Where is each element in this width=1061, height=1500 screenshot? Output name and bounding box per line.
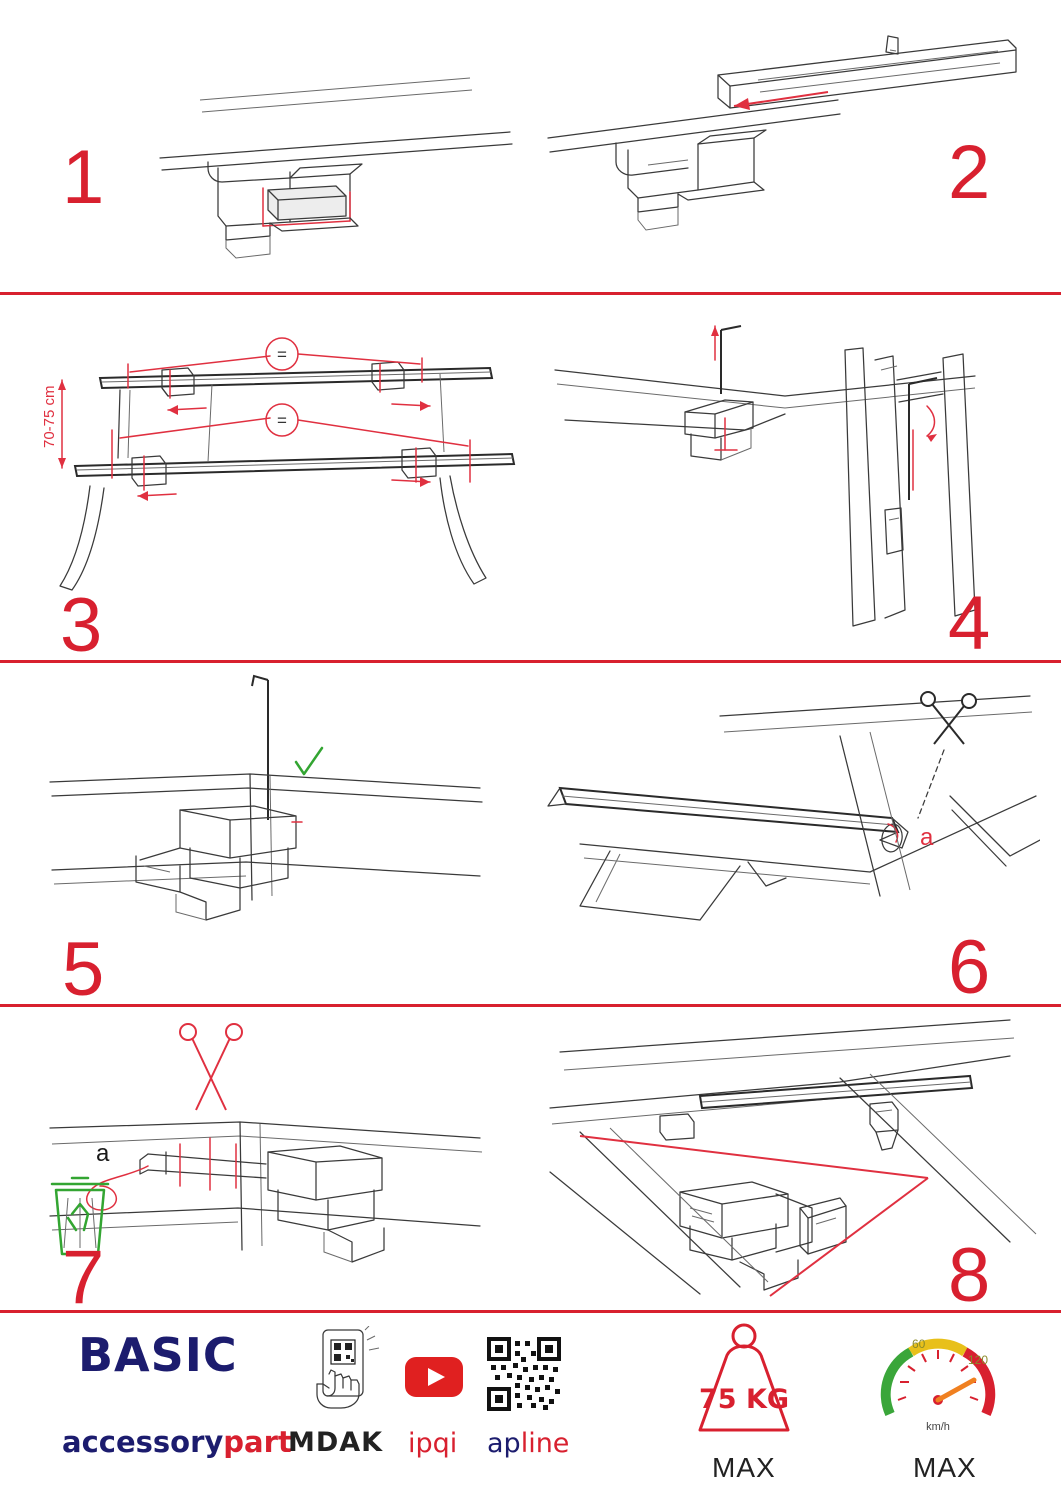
step-5-number: 5: [62, 927, 103, 1012]
brand-subtitle-second: part: [223, 1425, 292, 1459]
dimension-label: 70-75 cm: [41, 385, 58, 448]
weight-icon: [676, 1322, 812, 1442]
ipqi-label: ipqi: [408, 1428, 458, 1459]
divider-row-1: [0, 292, 1061, 295]
step-7-number: 7: [62, 1235, 103, 1320]
step-3-illustration: [20, 318, 540, 618]
step-4-number: 4: [948, 581, 989, 666]
mdak-label: MDAK: [288, 1427, 384, 1458]
divider-row-3: [0, 1004, 1061, 1007]
brand-subtitle-first: accessory: [62, 1425, 224, 1459]
weight-max-caption: MAX: [712, 1452, 776, 1483]
hand-phone-qr-icon: [305, 1326, 395, 1418]
svg-text:=: =: [277, 345, 287, 364]
svg-text:=: =: [277, 411, 287, 430]
step-5-illustration: [40, 670, 500, 950]
speed-max-caption: MAX: [913, 1452, 977, 1483]
scissors-icon: [921, 692, 976, 744]
youtube-icon[interactable]: [404, 1356, 466, 1400]
divider-row-4: [0, 1310, 1061, 1313]
step-3-number: 3: [60, 583, 101, 668]
gauge-tick-60: 60: [912, 1337, 926, 1351]
step-6-illustration: [540, 676, 1040, 946]
step-8-number: 8: [948, 1233, 989, 1318]
qr-code-icon: [487, 1337, 561, 1411]
weight-value: 75 KG: [698, 1384, 790, 1415]
step-2-number: 2: [948, 130, 989, 215]
step-7-illustration: [40, 1018, 510, 1288]
scissors-icon-red: [180, 1024, 242, 1110]
divider-row-2: [0, 660, 1061, 663]
apline-label: [487, 1428, 569, 1459]
speedometer-icon: [878, 1330, 998, 1442]
brand-subtitle: [62, 1425, 292, 1459]
gauge-tick-120: 120: [968, 1353, 989, 1367]
speed-unit: km/h: [926, 1421, 950, 1433]
apline-label-first: ap: [487, 1428, 521, 1459]
step-1-number: 1: [62, 135, 103, 220]
step-2-illustration: [538, 20, 1018, 270]
step-6-number: 6: [948, 925, 989, 1010]
brand-title: BASIC: [78, 1328, 238, 1382]
part-label-a-step7: a: [96, 1140, 110, 1167]
part-label-a-step6: a: [920, 824, 934, 851]
apline-label-second: line: [520, 1428, 570, 1459]
step-1-illustration: [150, 40, 520, 280]
